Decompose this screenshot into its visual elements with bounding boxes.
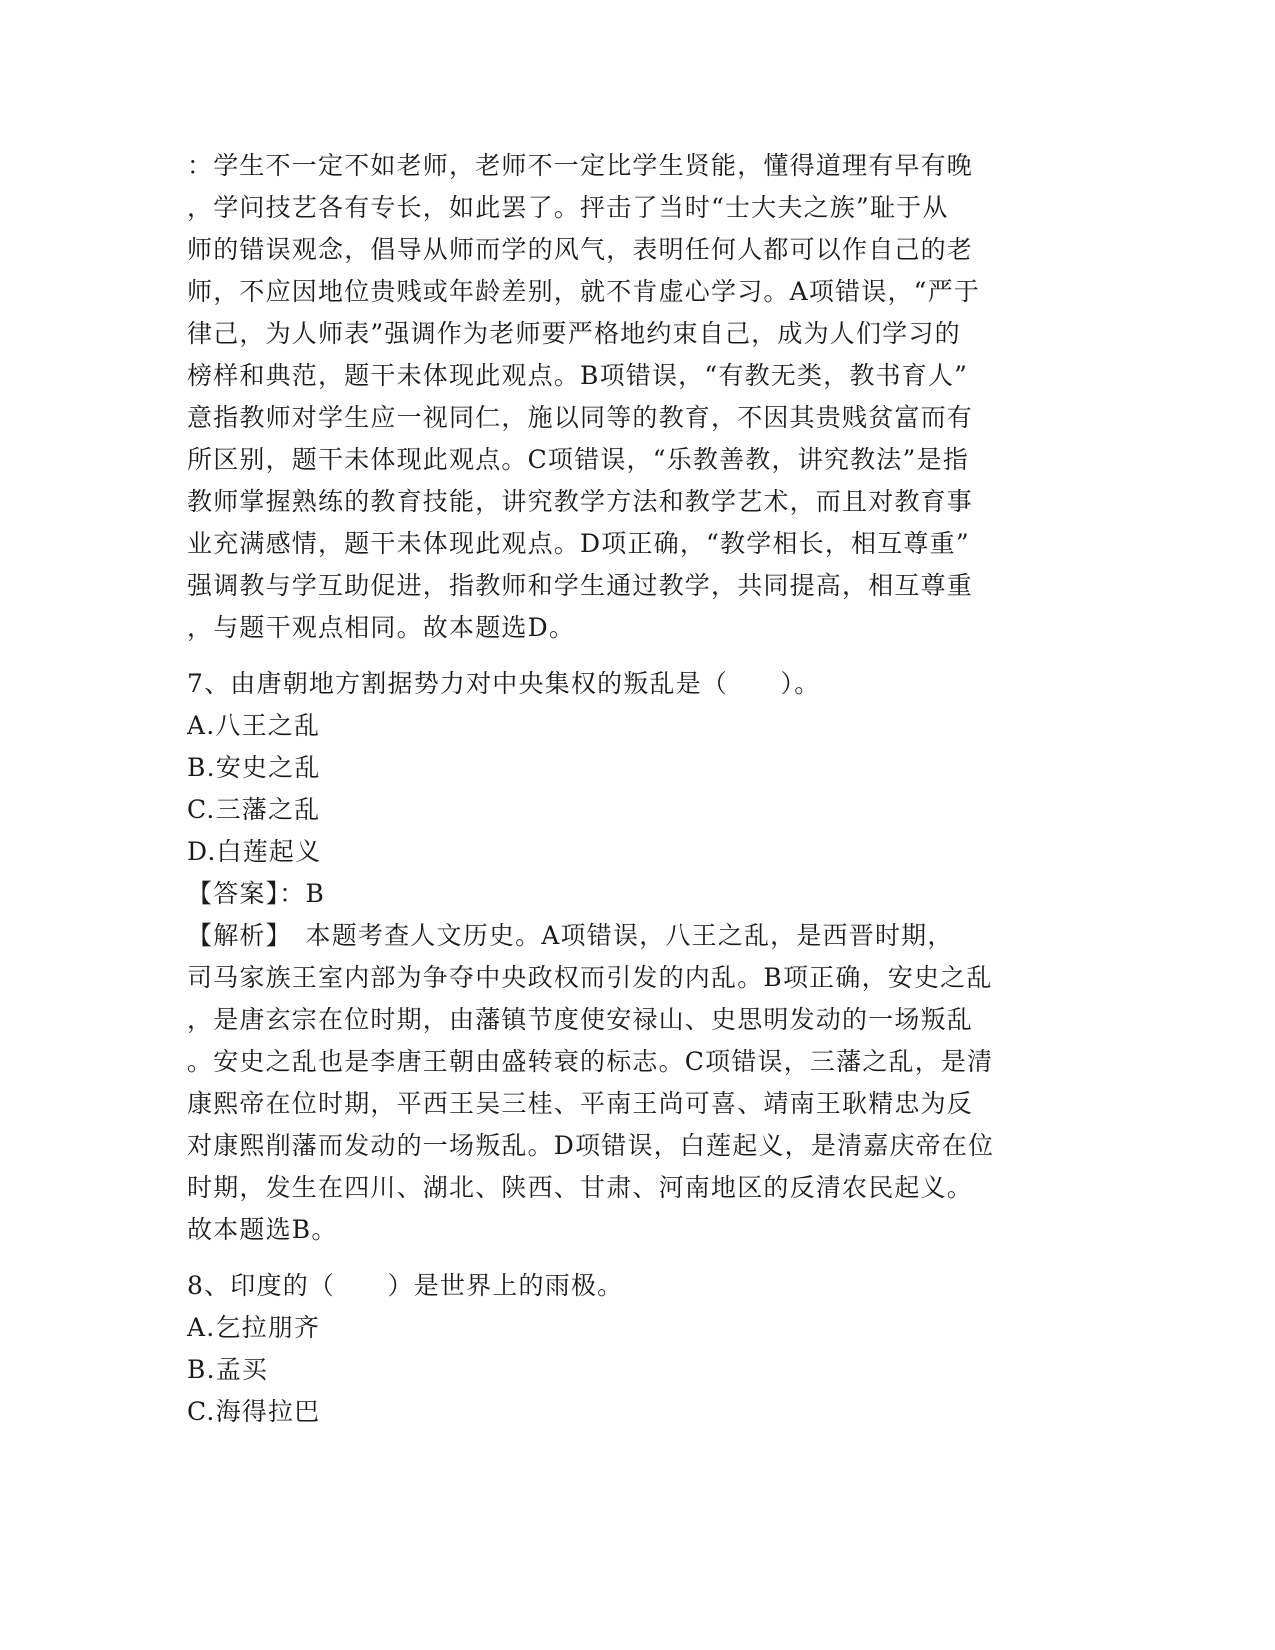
section-gap	[187, 1251, 1087, 1265]
q6-explanation-line: 业充满感情，题干未体现此观点。D项正确，“教学相长，相互尊重”	[187, 529, 970, 558]
q8-option-b: B.孟买	[187, 1355, 269, 1384]
q6-explanation-line: 榜样和典范，题干未体现此观点。B项错误，“有教无类，教书育人”	[187, 361, 969, 390]
q6-explanation-line: 强调教与学互助促进，指教师和学生通过教学，共同提高，相互尊重	[187, 571, 974, 600]
q6-explanation-line: 教师掌握熟练的教育技能，讲究教学方法和教学艺术，而且对教育事	[187, 487, 974, 516]
q8-option-a: A.乞拉朋齐	[187, 1313, 321, 1342]
q7-option-a: A.八王之乱	[187, 711, 321, 740]
q6-explanation	[187, 145, 1087, 649]
q6-explanation-line: ：学生不一定不如老师，老师不一定比学生贤能，懂得道理有早有晚	[187, 151, 974, 180]
q6-explanation-line: ，与题干观点相同。故本题选D。	[187, 613, 576, 642]
q7-explanation-line: 司马家族王室内部为争夺中央政权而引发的内乱。B项正确，安史之乱	[187, 963, 993, 992]
q6-explanation-line: ，学问技艺各有专长，如此罢了。抨击了当时“士大夫之族”耻于从	[187, 193, 949, 222]
q6-explanation-line: 师，不应因地位贵贱或年龄差别，就不肯虚心学习。A项错误，“严于	[187, 277, 981, 306]
q6-explanation-line: 所区别，题干未体现此观点。C项错误，“乐教善教，讲究教法”是指	[187, 445, 969, 474]
question-7	[187, 663, 1087, 1251]
q7-explanation-line: 时期，发生在四川、湖北、陕西、甘肃、河南地区的反清农民起义。	[187, 1173, 974, 1202]
question-8	[187, 1265, 1087, 1433]
page-content	[187, 145, 1087, 1433]
section-gap	[187, 649, 1087, 663]
q7-explanation-line: 故本题选B。	[187, 1215, 338, 1244]
q7-option-c: C.三藩之乱	[187, 795, 321, 824]
q7-explanation-line: 。安史之乱也是李唐王朝由盛转衰的标志。C项错误，三藩之乱，是清	[187, 1047, 994, 1076]
q8-option-c: C.海得拉巴	[187, 1397, 321, 1426]
q7-option-b: B.安史之乱	[187, 753, 321, 782]
q8-stem: 8、印度的（ ）是世界上的雨极。	[187, 1271, 624, 1300]
q7-explanation-line: 对康熙削藩而发动的一场叛乱。D项错误，白莲起义，是清嘉庆帝在位	[187, 1131, 995, 1160]
q7-explanation-line: 康熙帝在位时期，平西王吴三桂、平南王尚可喜、靖南王耿精忠为反	[187, 1089, 974, 1118]
q6-explanation-line: 意指教师对学生应一视同仁，施以同等的教育，不因其贵贱贫富而有	[187, 403, 974, 432]
q6-explanation-line: 师的错误观念，倡导从师而学的风气，表明任何人都可以作自己的老	[187, 235, 974, 264]
q7-stem: 7、由唐朝地方割据势力对中央集权的叛乱是（ ）。	[187, 669, 821, 698]
q6-explanation-line: 律己，为人师表”强调作为老师要严格地约束自己，成为人们学习的	[187, 319, 961, 348]
q7-explanation-line: ，是唐玄宗在位时期，由藩镇节度使安禄山、史思明发动的一场叛乱	[187, 1005, 974, 1034]
q7-explanation-line: 【解析】 本题考查人文历史。A项错误，八王之乱，是西晋时期，	[187, 921, 954, 950]
q7-answer: 【答案】：B	[187, 879, 326, 908]
q7-option-d: D.白莲起义	[187, 837, 322, 866]
